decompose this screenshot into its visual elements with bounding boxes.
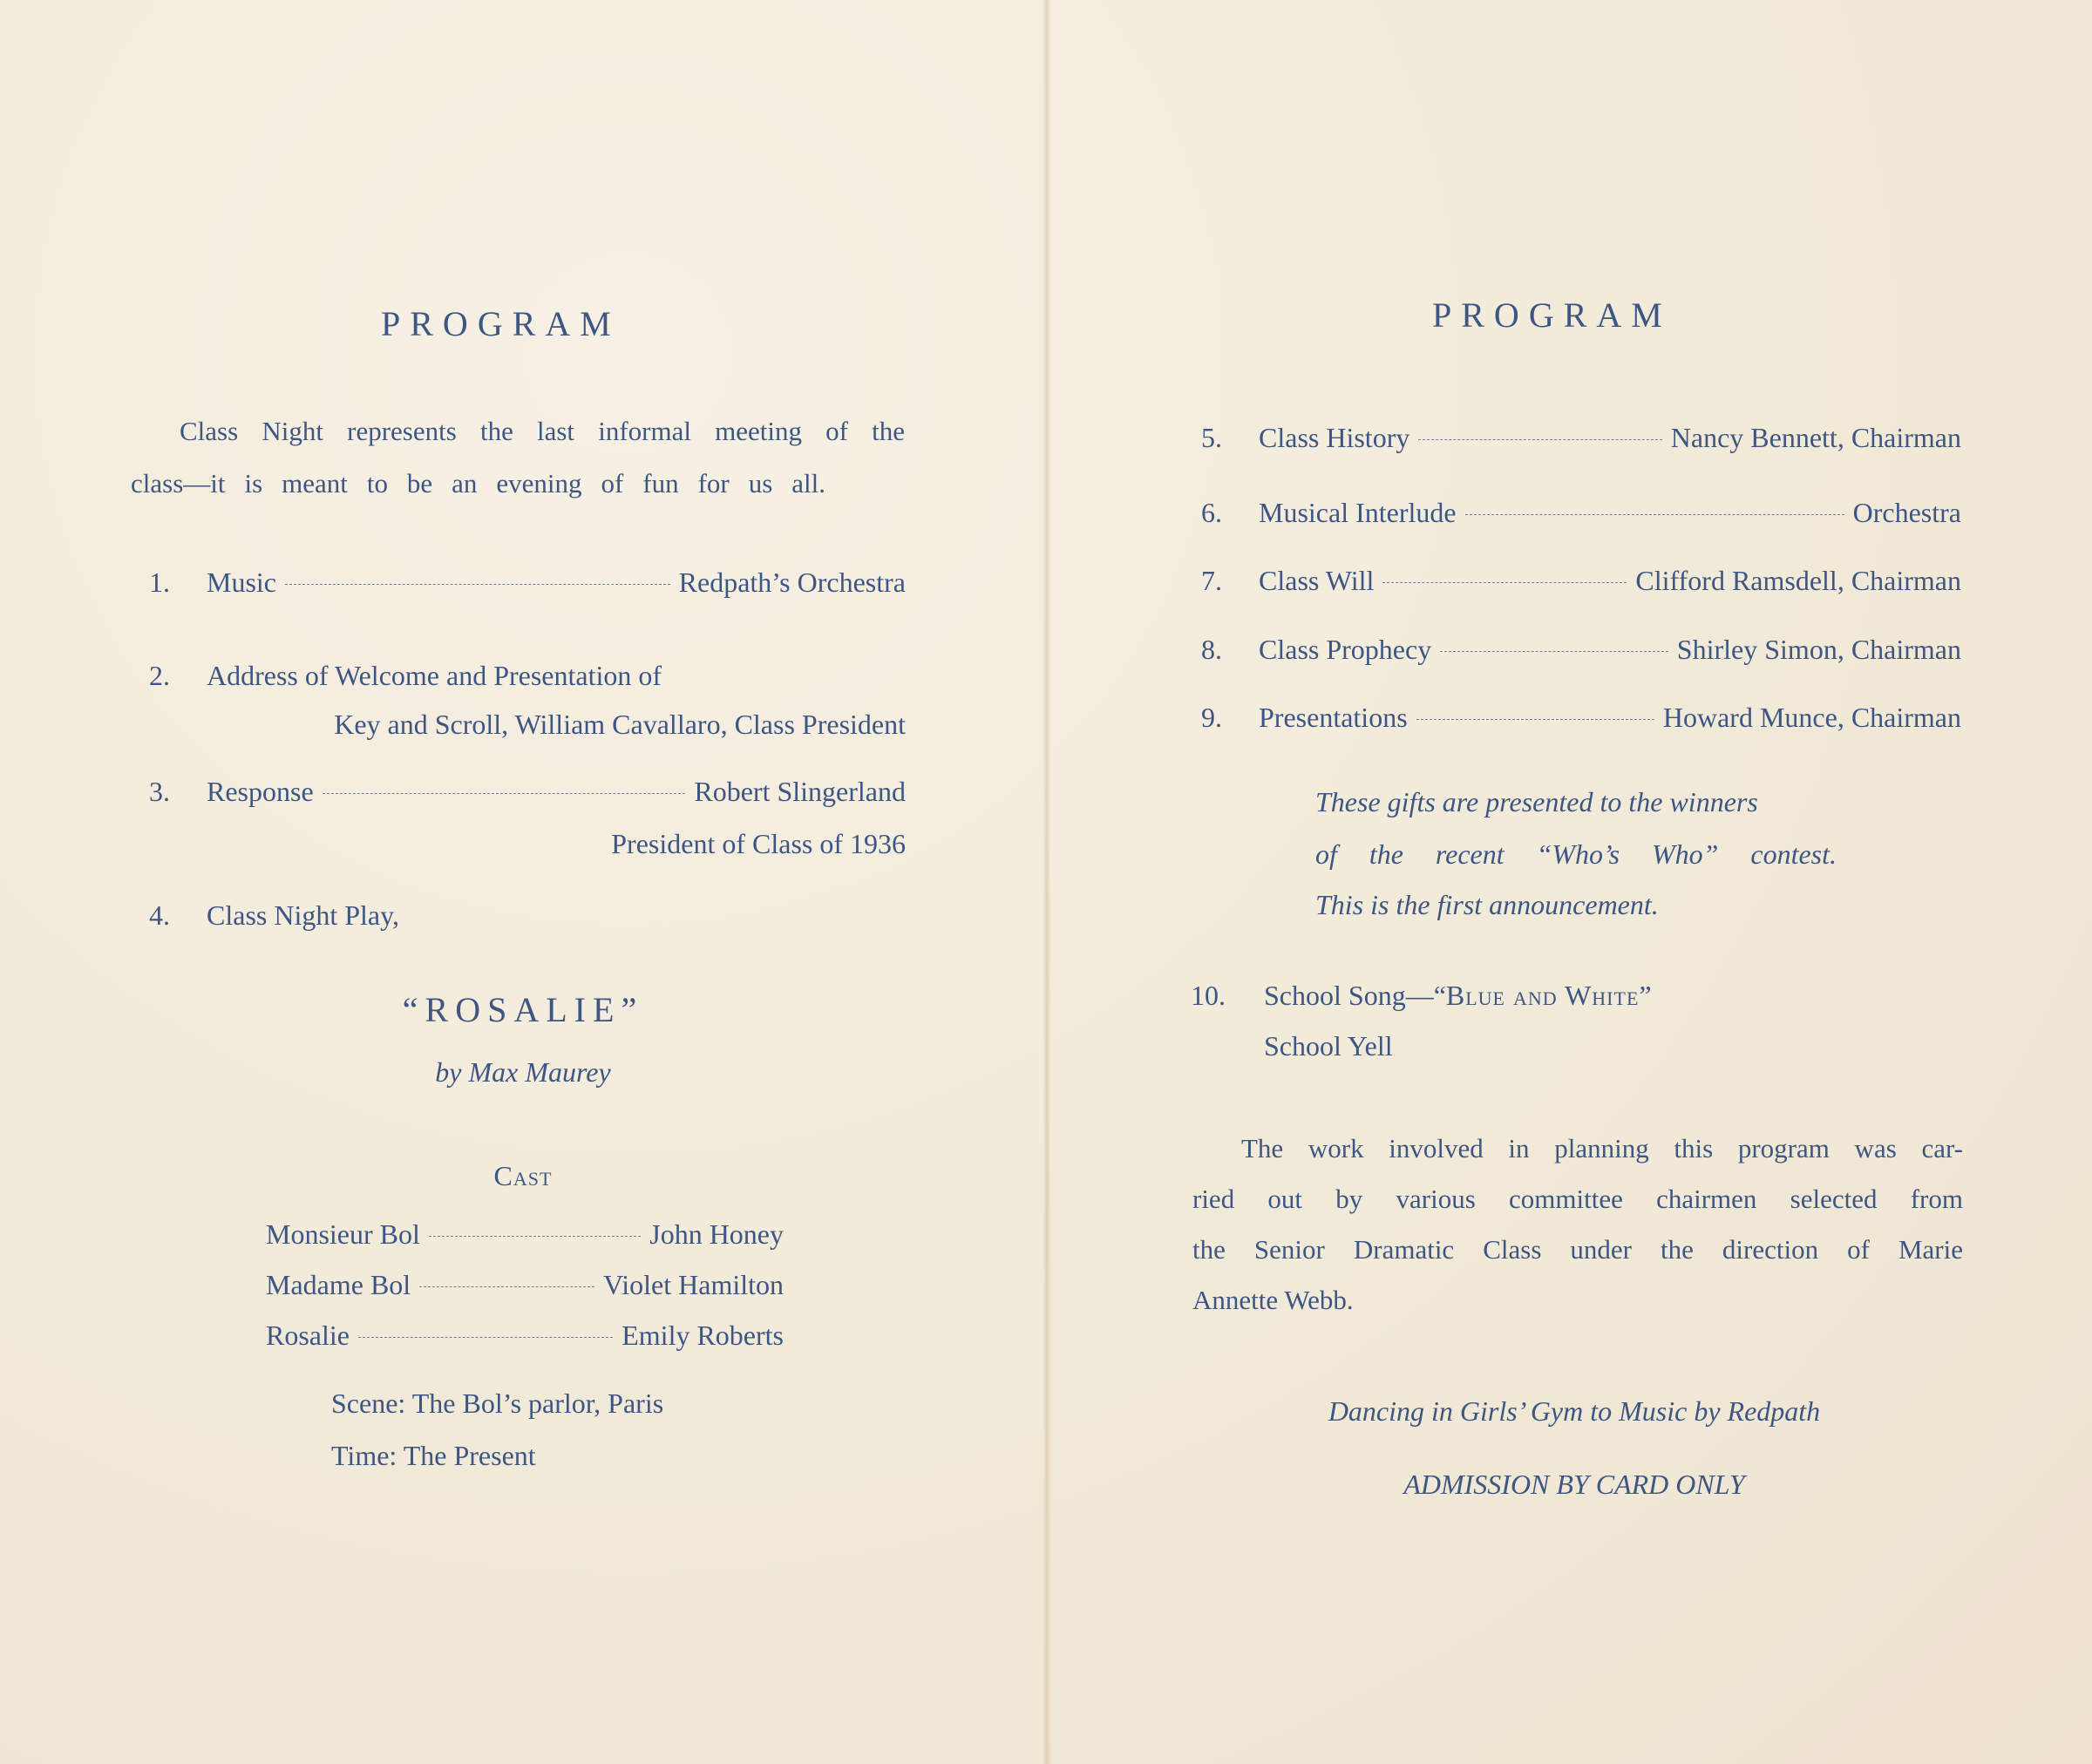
cast-row	[266, 1320, 784, 1352]
item-number: 3.	[149, 776, 170, 807]
item-number: 2.	[149, 660, 170, 691]
program-item-6	[1201, 497, 1961, 529]
item-label: Class History	[1259, 422, 1410, 453]
program-item-7	[1201, 565, 1961, 597]
cast-heading: Cast	[493, 1160, 553, 1191]
item-value: Redpath’s Orchestra	[678, 567, 906, 598]
school-yell: School Yell	[1264, 1030, 1393, 1062]
item-value: Howard Munce, Chairman	[1662, 702, 1961, 733]
closing-line-1: The work involved in planning this program was car-	[1241, 1133, 1963, 1164]
closing-line-3: the Senior Dramatic Class under the direction of Marie	[1192, 1234, 1963, 1265]
item-label: School Song—“	[1264, 980, 1446, 1011]
item-value: Shirley Simon, Chairman	[1676, 634, 1961, 665]
item-label: Class Prophecy	[1259, 634, 1432, 665]
closing-line-2: ried out by various committee chairmen selected from	[1192, 1184, 1963, 1214]
closing-line-4: Annette Webb.	[1192, 1285, 1354, 1315]
note-line-1: These gifts are presented to the winners	[1315, 786, 1758, 818]
program-item-3	[149, 776, 906, 808]
scene-line: Scene: The Bol’s parlor, Paris	[331, 1387, 664, 1419]
item-number: 4.	[149, 899, 170, 931]
dancing-note: Dancing in Girls’ Gym to Music by Redpath	[1328, 1395, 1821, 1427]
cast-role: Madame Bol	[266, 1269, 411, 1300]
cast-actor: John Honey	[649, 1218, 784, 1250]
time-line: Time: The Present	[331, 1440, 536, 1471]
item-label: Class Will	[1259, 565, 1375, 596]
item-label: Response	[207, 776, 314, 807]
cast-row	[266, 1269, 784, 1301]
intro-line-2: class—it is meant to be an evening of fun for us all.	[131, 468, 825, 499]
cast-actor: Violet Hamilton	[603, 1269, 784, 1300]
dot-leader	[1418, 439, 1661, 440]
program-item-1	[149, 567, 906, 599]
left-page-title: PROGRAM	[381, 304, 621, 343]
cast-role: Monsieur Bol	[266, 1218, 420, 1250]
dot-leader	[1416, 719, 1654, 720]
song-title: Blue and White	[1445, 980, 1640, 1011]
item-number: 6.	[1201, 497, 1222, 528]
play-author: by Max Maurey	[435, 1056, 611, 1088]
item-label: Class Night Play,	[207, 899, 400, 931]
item-value: Orchestra	[1852, 497, 1961, 528]
dot-leader	[323, 793, 686, 794]
dot-leader	[419, 1286, 594, 1287]
item-number: 1.	[149, 567, 170, 598]
item-number: 7.	[1201, 565, 1222, 596]
program-item-10	[1191, 980, 1652, 1012]
dot-leader	[1440, 651, 1668, 652]
item-label: Presentations	[1259, 702, 1408, 733]
dot-leader	[1382, 582, 1627, 583]
program-item-5	[1201, 422, 1961, 454]
cast-row	[266, 1218, 784, 1251]
center-fold	[1043, 0, 1051, 1764]
admission-note: ADMISSION BY CARD ONLY	[1403, 1469, 1745, 1500]
right-page-title: PROGRAM	[1432, 295, 1672, 335]
program-item-9	[1201, 702, 1961, 734]
note-line-2: of the recent “Who’s Who” contest.	[1315, 838, 1837, 870]
item-number: 9.	[1201, 702, 1222, 733]
dot-leader	[1465, 514, 1844, 515]
play-title: “ROSALIE”	[402, 990, 644, 1029]
program-item-4	[149, 899, 399, 932]
right-page	[1051, 0, 2092, 1764]
dot-leader	[285, 584, 670, 585]
item-value: Clifford Ramsdell, Chairman	[1635, 565, 1961, 596]
item-number: 8.	[1201, 634, 1222, 665]
item-label: Music	[207, 567, 276, 598]
item-label: Address of Welcome and Presentation of	[207, 660, 662, 691]
item-number: 10.	[1191, 980, 1226, 1011]
item-label: Musical Interlude	[1259, 497, 1457, 528]
left-page	[0, 0, 1043, 1764]
dot-leader	[429, 1236, 641, 1237]
program-item-8	[1201, 634, 1961, 666]
item-label-suffix: ”	[1639, 980, 1652, 1011]
item-2-continuation: Key and Scroll, William Cavallaro, Class President	[334, 709, 906, 740]
item-number: 5.	[1201, 422, 1222, 453]
item-3-continuation: President of Class of 1936	[611, 828, 906, 859]
cast-role: Rosalie	[266, 1320, 350, 1351]
item-value: Robert Slingerland	[694, 776, 906, 807]
item-value: Nancy Bennett, Chairman	[1670, 422, 1961, 453]
program-item-2	[149, 660, 662, 692]
note-line-3: This is the first announcement.	[1315, 889, 1659, 920]
intro-line-1: Class Night represents the last informal meeting of the	[180, 416, 905, 446]
cast-actor: Emily Roberts	[621, 1320, 784, 1351]
dot-leader	[358, 1337, 613, 1338]
